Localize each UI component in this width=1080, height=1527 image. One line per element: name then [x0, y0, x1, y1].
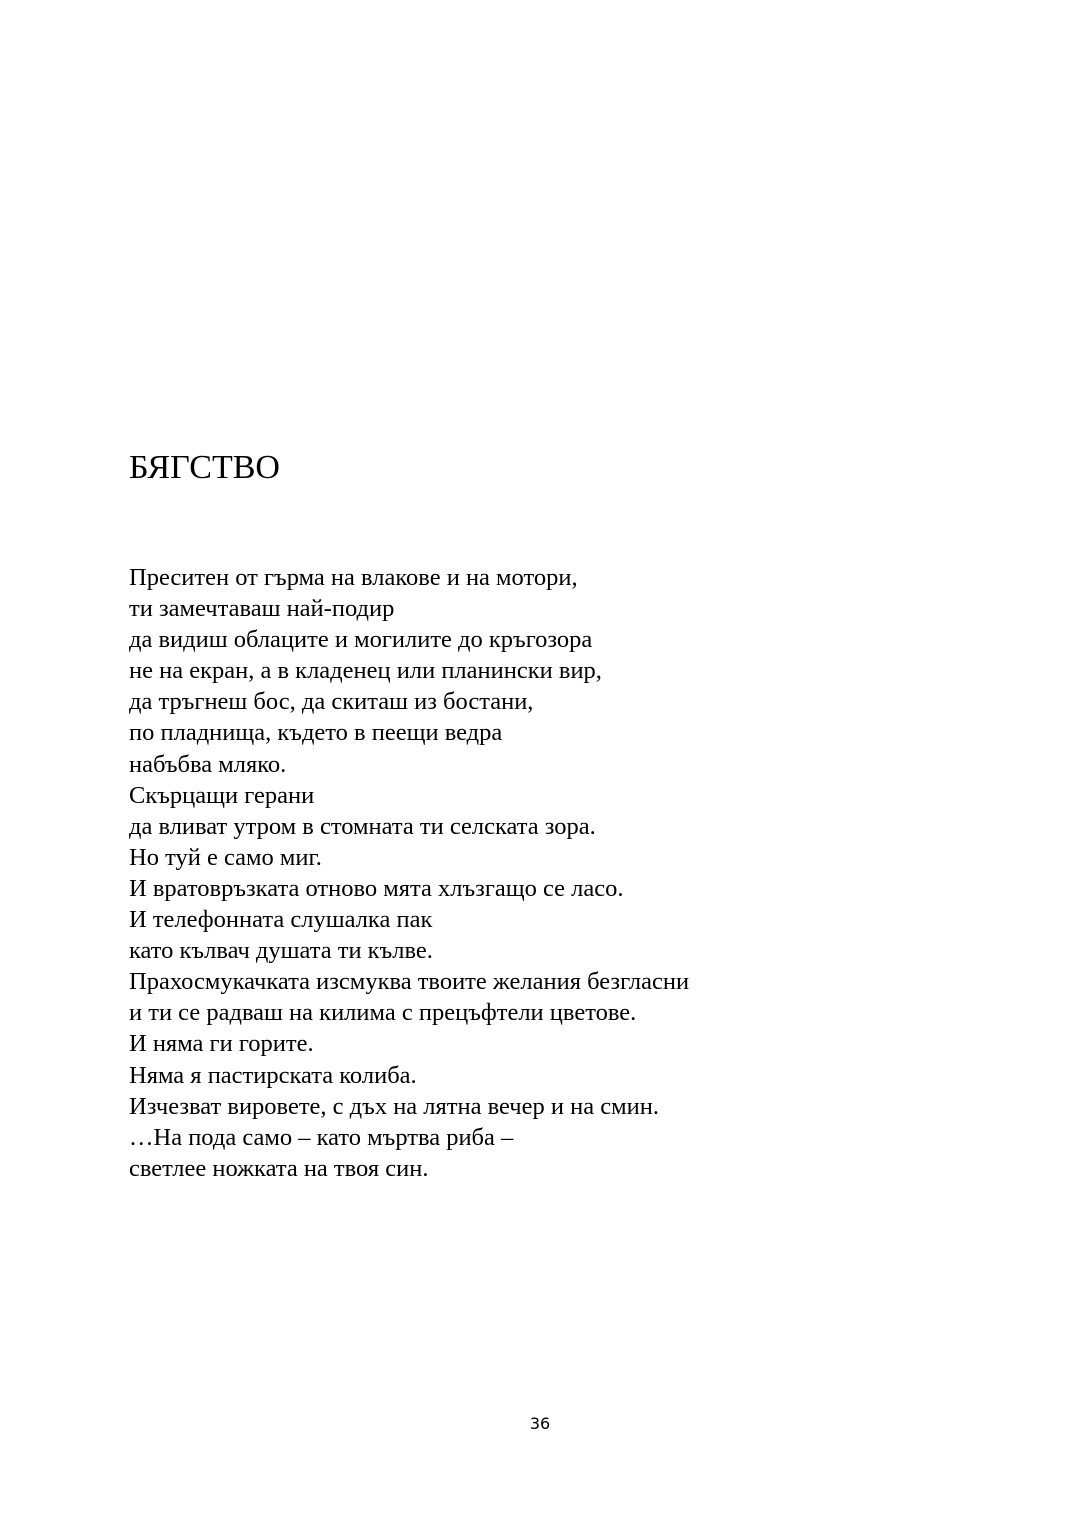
poem-line: Преситен от гърма на влакове и на мотори,	[129, 564, 578, 591]
poem-line: не на екран, а в кладенец или планински вир,	[129, 657, 602, 685]
poem-line: ти замечтаваш най-подир	[129, 595, 395, 623]
poem-line: Но туй е само миг.	[129, 843, 322, 871]
poem-line: И няма ги горите.	[129, 1030, 314, 1058]
poem-line: …На пода само – като мъртва риба –	[129, 1123, 514, 1151]
poem-title: БЯГСТВО	[129, 449, 280, 486]
poem-line: светлее ножката на твоя син.	[129, 1154, 429, 1182]
poem-line: И вратовръзката отново мята хлъзгащо се ласо.	[129, 874, 624, 902]
poem-line: по пладнища, където в пеещи ведра	[129, 719, 503, 747]
poem-line: Скърцащи герани	[129, 781, 315, 809]
poem-line: Изчезват вировете, с дъх на лятна вечер и на смин.	[129, 1092, 659, 1120]
poem-body	[129, 562, 689, 1184]
poem-line: да вливат утром в стомната ти селската зора.	[129, 812, 596, 840]
poem-line: Прахосмукачката изсмуква твоите желания безгласни	[129, 968, 690, 996]
poem-line: да тръгнеш бос, да скиташ из бостани,	[129, 688, 534, 716]
poem-line: Няма я пастирската колиба.	[129, 1061, 417, 1089]
poem-line: и ти се радваш на килима с прецъфтели цветове.	[129, 999, 637, 1027]
page-number: 36	[529, 1414, 551, 1433]
poem-line: набъбва мляко.	[129, 750, 287, 778]
poem-line: И телефонната слушалка пак	[129, 906, 433, 934]
poem-line: да видиш облаците и могилите до кръгозора	[129, 626, 593, 654]
poem-line: като кълвач душата ти кълве.	[129, 937, 433, 965]
